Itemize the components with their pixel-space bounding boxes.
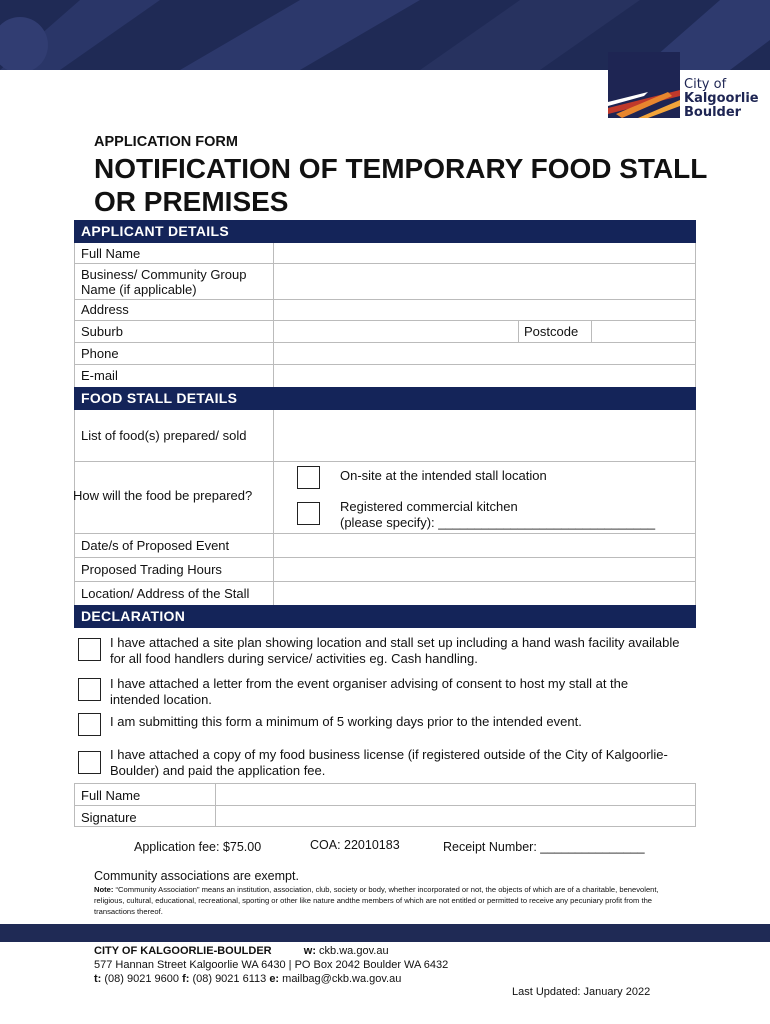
row-decl-full-name xyxy=(75,784,695,806)
label-suburb: Suburb xyxy=(81,324,123,339)
option-kitchen-label: Registered commercial kitchen xyxy=(340,499,518,514)
city-logo xyxy=(608,52,763,120)
row-suburb xyxy=(75,321,695,343)
input-email[interactable] xyxy=(274,365,695,387)
section-applicant-details: APPLICANT DETAILS xyxy=(74,220,696,243)
food-stall-table xyxy=(74,410,696,605)
contact-line-1 xyxy=(94,944,448,958)
fax-value: (08) 9021 6113 xyxy=(189,973,270,985)
label-location: Location/ Address of the Stall xyxy=(81,586,250,601)
declaration-item-4: I have attached a copy of my food business license (if registered outside of the City of Kalgoorlie-Boulder) and paid the application fee. xyxy=(110,747,668,778)
row-business xyxy=(75,264,695,300)
signature-table xyxy=(74,783,696,827)
option-kitchen-specify[interactable]: (please specify): ______________________________ xyxy=(340,515,656,530)
label-signature: Signature xyxy=(81,810,137,825)
footer-bar xyxy=(0,924,770,942)
logo-line-1: City of xyxy=(684,77,727,92)
fax-label: f: xyxy=(182,973,190,985)
input-full-name[interactable] xyxy=(274,243,695,263)
label-phone: Phone xyxy=(81,346,119,361)
row-email xyxy=(75,365,695,387)
input-business[interactable] xyxy=(274,264,695,299)
page-title: NOTIFICATION OF TEMPORARY FOOD STALL OR PREMISES xyxy=(94,153,707,217)
input-signature[interactable] xyxy=(216,806,695,827)
web-label: w: xyxy=(303,945,316,957)
row-signature xyxy=(75,806,695,827)
input-location[interactable] xyxy=(274,582,695,605)
contact-line-3 xyxy=(94,972,448,986)
note-label: Note: xyxy=(94,885,114,894)
applicant-table xyxy=(74,243,696,387)
org-name: CITY OF KALGOORLIE-BOULDER xyxy=(94,945,272,957)
label-how-prepared: How will the food be prepared? xyxy=(73,488,253,503)
tel-label: t: xyxy=(94,973,102,985)
web-link[interactable]: ckb.wa.gov.au xyxy=(316,945,389,957)
label-foods: List of food(s) prepared/ sold xyxy=(81,428,247,443)
checkbox-declaration-2[interactable] xyxy=(78,678,101,701)
row-phone xyxy=(75,343,695,365)
email-label: e: xyxy=(269,973,280,985)
logo-mark xyxy=(608,52,680,118)
row-dates xyxy=(75,534,695,558)
input-postcode[interactable] xyxy=(592,321,695,342)
declaration-item-2: I have attached a letter from the event organiser advising of consent to host my stall at the intended location. xyxy=(110,676,629,707)
logo-line-3: Boulder xyxy=(684,105,742,120)
input-hours[interactable] xyxy=(274,558,695,581)
divider xyxy=(273,462,274,533)
postcode-label-cell xyxy=(518,321,592,342)
contact-address: 577 Hannan Street Kalgoorlie WA 6430 | PO Box 2042 Boulder WA 6432 xyxy=(94,959,449,971)
contact-block xyxy=(94,944,448,986)
checkbox-onsite[interactable] xyxy=(297,466,320,489)
label-postcode: Postcode xyxy=(524,324,579,339)
row-hours xyxy=(75,558,695,582)
declaration-item-1: I have attached a site plan showing location and stall set up including a hand wash facility available for all food handlers during service/ activities eg. Cash handling. xyxy=(110,635,680,666)
note-text: “Community Association” means an institution, association, club, society or body, whether incorporated or not, the objects of which are of a charitable, benevolent, religious, cultural, educational, recreational, sporting or other like nature andthe members of which are not entitled or permitted to receive any pecuniary profit from the transactions thereof. xyxy=(94,885,659,916)
option-onsite-label: On-site at the intended stall location xyxy=(340,468,547,483)
row-address xyxy=(75,300,695,321)
checkbox-commercial-kitchen[interactable] xyxy=(297,502,320,525)
checkbox-declaration-4[interactable] xyxy=(78,751,101,774)
row-foods xyxy=(75,410,695,462)
tel-value: (08) 9021 9600 xyxy=(101,973,183,985)
row-full-name xyxy=(75,243,695,264)
logo-line-2: Kalgoorlie xyxy=(684,91,759,106)
label-hours: Proposed Trading Hours xyxy=(81,562,222,577)
coa-code: COA: 22010183 xyxy=(310,838,400,852)
form-type-label: APPLICATION FORM xyxy=(94,134,238,150)
logo-text xyxy=(684,78,759,120)
label-full-name: Full Name xyxy=(81,246,141,261)
input-suburb[interactable] xyxy=(274,321,518,342)
label-email: E-mail xyxy=(81,368,118,383)
checkbox-declaration-1[interactable] xyxy=(78,638,101,661)
label-address: Address xyxy=(81,302,129,317)
section-food-stall-details: FOOD STALL DETAILS xyxy=(74,387,696,410)
label-business: Business/ Community Group Name (if applicable) xyxy=(81,267,247,297)
email-link[interactable]: mailbag@ckb.wa.gov.au xyxy=(279,973,402,985)
community-exempt: Community associations are exempt. xyxy=(94,869,299,883)
label-dates: Date/s of Proposed Event xyxy=(81,538,230,553)
receipt-number[interactable]: Receipt Number: _______________ xyxy=(443,840,645,854)
last-updated: Last Updated: January 2022 xyxy=(512,986,651,998)
application-fee: Application fee: $75.00 xyxy=(134,840,262,854)
declaration-item-3: I am submitting this form a minimum of 5 working days prior to the intended event. xyxy=(110,714,582,729)
checkbox-declaration-3[interactable] xyxy=(78,713,101,736)
input-dates[interactable] xyxy=(274,534,695,557)
input-foods[interactable] xyxy=(274,410,695,461)
input-address[interactable] xyxy=(274,300,695,320)
community-note xyxy=(94,884,674,917)
row-location xyxy=(75,582,695,605)
section-declaration: DECLARATION xyxy=(74,605,696,628)
input-phone[interactable] xyxy=(274,343,695,364)
row-how-prepared xyxy=(75,462,695,534)
label-decl-full-name: Full Name xyxy=(81,788,141,803)
input-decl-full-name[interactable] xyxy=(216,784,695,805)
